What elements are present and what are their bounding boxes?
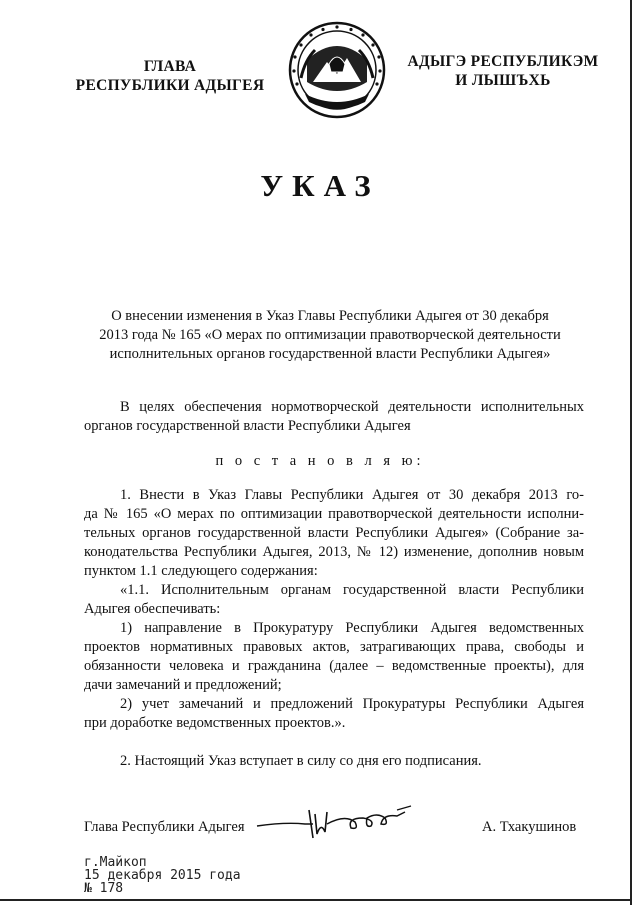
subject-line: 2013 года № 165 «О мерах по оптимизации правотворческой деятельности [99, 327, 561, 343]
subject-line: исполнительных органов государственной власти Республики Адыгея» [109, 346, 551, 362]
body-line: Адыгея обеспечивать: [84, 601, 221, 617]
handwritten-signature-icon [255, 800, 415, 845]
preamble [84, 398, 584, 436]
preamble-line: органов государственной власти Республики Адыгея [84, 418, 411, 434]
preamble-line: В целях обеспечения нормотворческой деятельности исполнительных [120, 399, 584, 415]
document-title: УКАЗ [260, 168, 380, 203]
decree-body [84, 486, 584, 771]
body-line: пунктом 1.1 следующего содержания: [84, 563, 318, 579]
body-line: проектов нормативных правовых актов, затрагивающих права, свободы и [84, 639, 584, 655]
decree-subject [70, 307, 590, 364]
signatory-position: Глава Республики Адыгея [84, 819, 245, 835]
stamp-number: № 178 [84, 881, 124, 896]
body-line: 1) направление в Прокуратуру Республики Адыгея ведомственных [120, 620, 584, 636]
registration-stamp [84, 856, 241, 895]
header-left-line2: РЕСПУБЛИКИ АДЫГЕЯ [75, 77, 265, 94]
header-right [398, 52, 608, 90]
scan-edge-bottom [0, 899, 632, 901]
header-left-line1: ГЛАВА [143, 58, 197, 75]
header-right-line2: И ЛЫШЪХЬ [455, 72, 551, 89]
body-line: при доработке ведомственных проектов.». [84, 715, 346, 731]
body-line: 1. Внести в Указ Главы Республики Адыгея от 30 декабря 2013 го- [120, 487, 584, 503]
body-line: 2) учет замечаний и предложений Прокуратуры Республики Адыгея [120, 696, 584, 712]
body-line: да № 165 «О мерах по оптимизации правотворческой деятельности исполни- [84, 506, 584, 522]
stamp-city: г.Майкоп [84, 855, 147, 870]
body-line: конодательства Республики Адыгея, 2013, № 12) изменение, дополнив новым [84, 544, 584, 560]
signatory-name: А. Тхакушинов [482, 819, 577, 835]
subject-line: О внесении изменения в Указ Главы Республики Адыгея от 30 декабря [111, 308, 549, 324]
decree-word: п о с т а н о в л я ю: [215, 453, 425, 469]
scan-edge-right [630, 0, 632, 905]
coat-of-arms-icon [287, 20, 387, 120]
stamp-date: 15 декабря 2015 года [84, 868, 241, 883]
body-line: тельных органов государственной власти Республики Адыгея» (Собрание за- [84, 525, 584, 541]
header-left [60, 57, 280, 95]
body-line: «1.1. Исполнительным органам государственной власти Республики [120, 582, 584, 598]
body-line: 2. Настоящий Указ вступает в силу со дня его подписания. [120, 753, 482, 769]
body-line: обязанности человека и гражданина (далее – ведомственные проекты), для [84, 658, 584, 674]
header-right-line1: АДЫГЭ РЕСПУБЛИКЭМ [407, 53, 599, 70]
body-line: дачи замечаний и предложений; [84, 677, 282, 693]
